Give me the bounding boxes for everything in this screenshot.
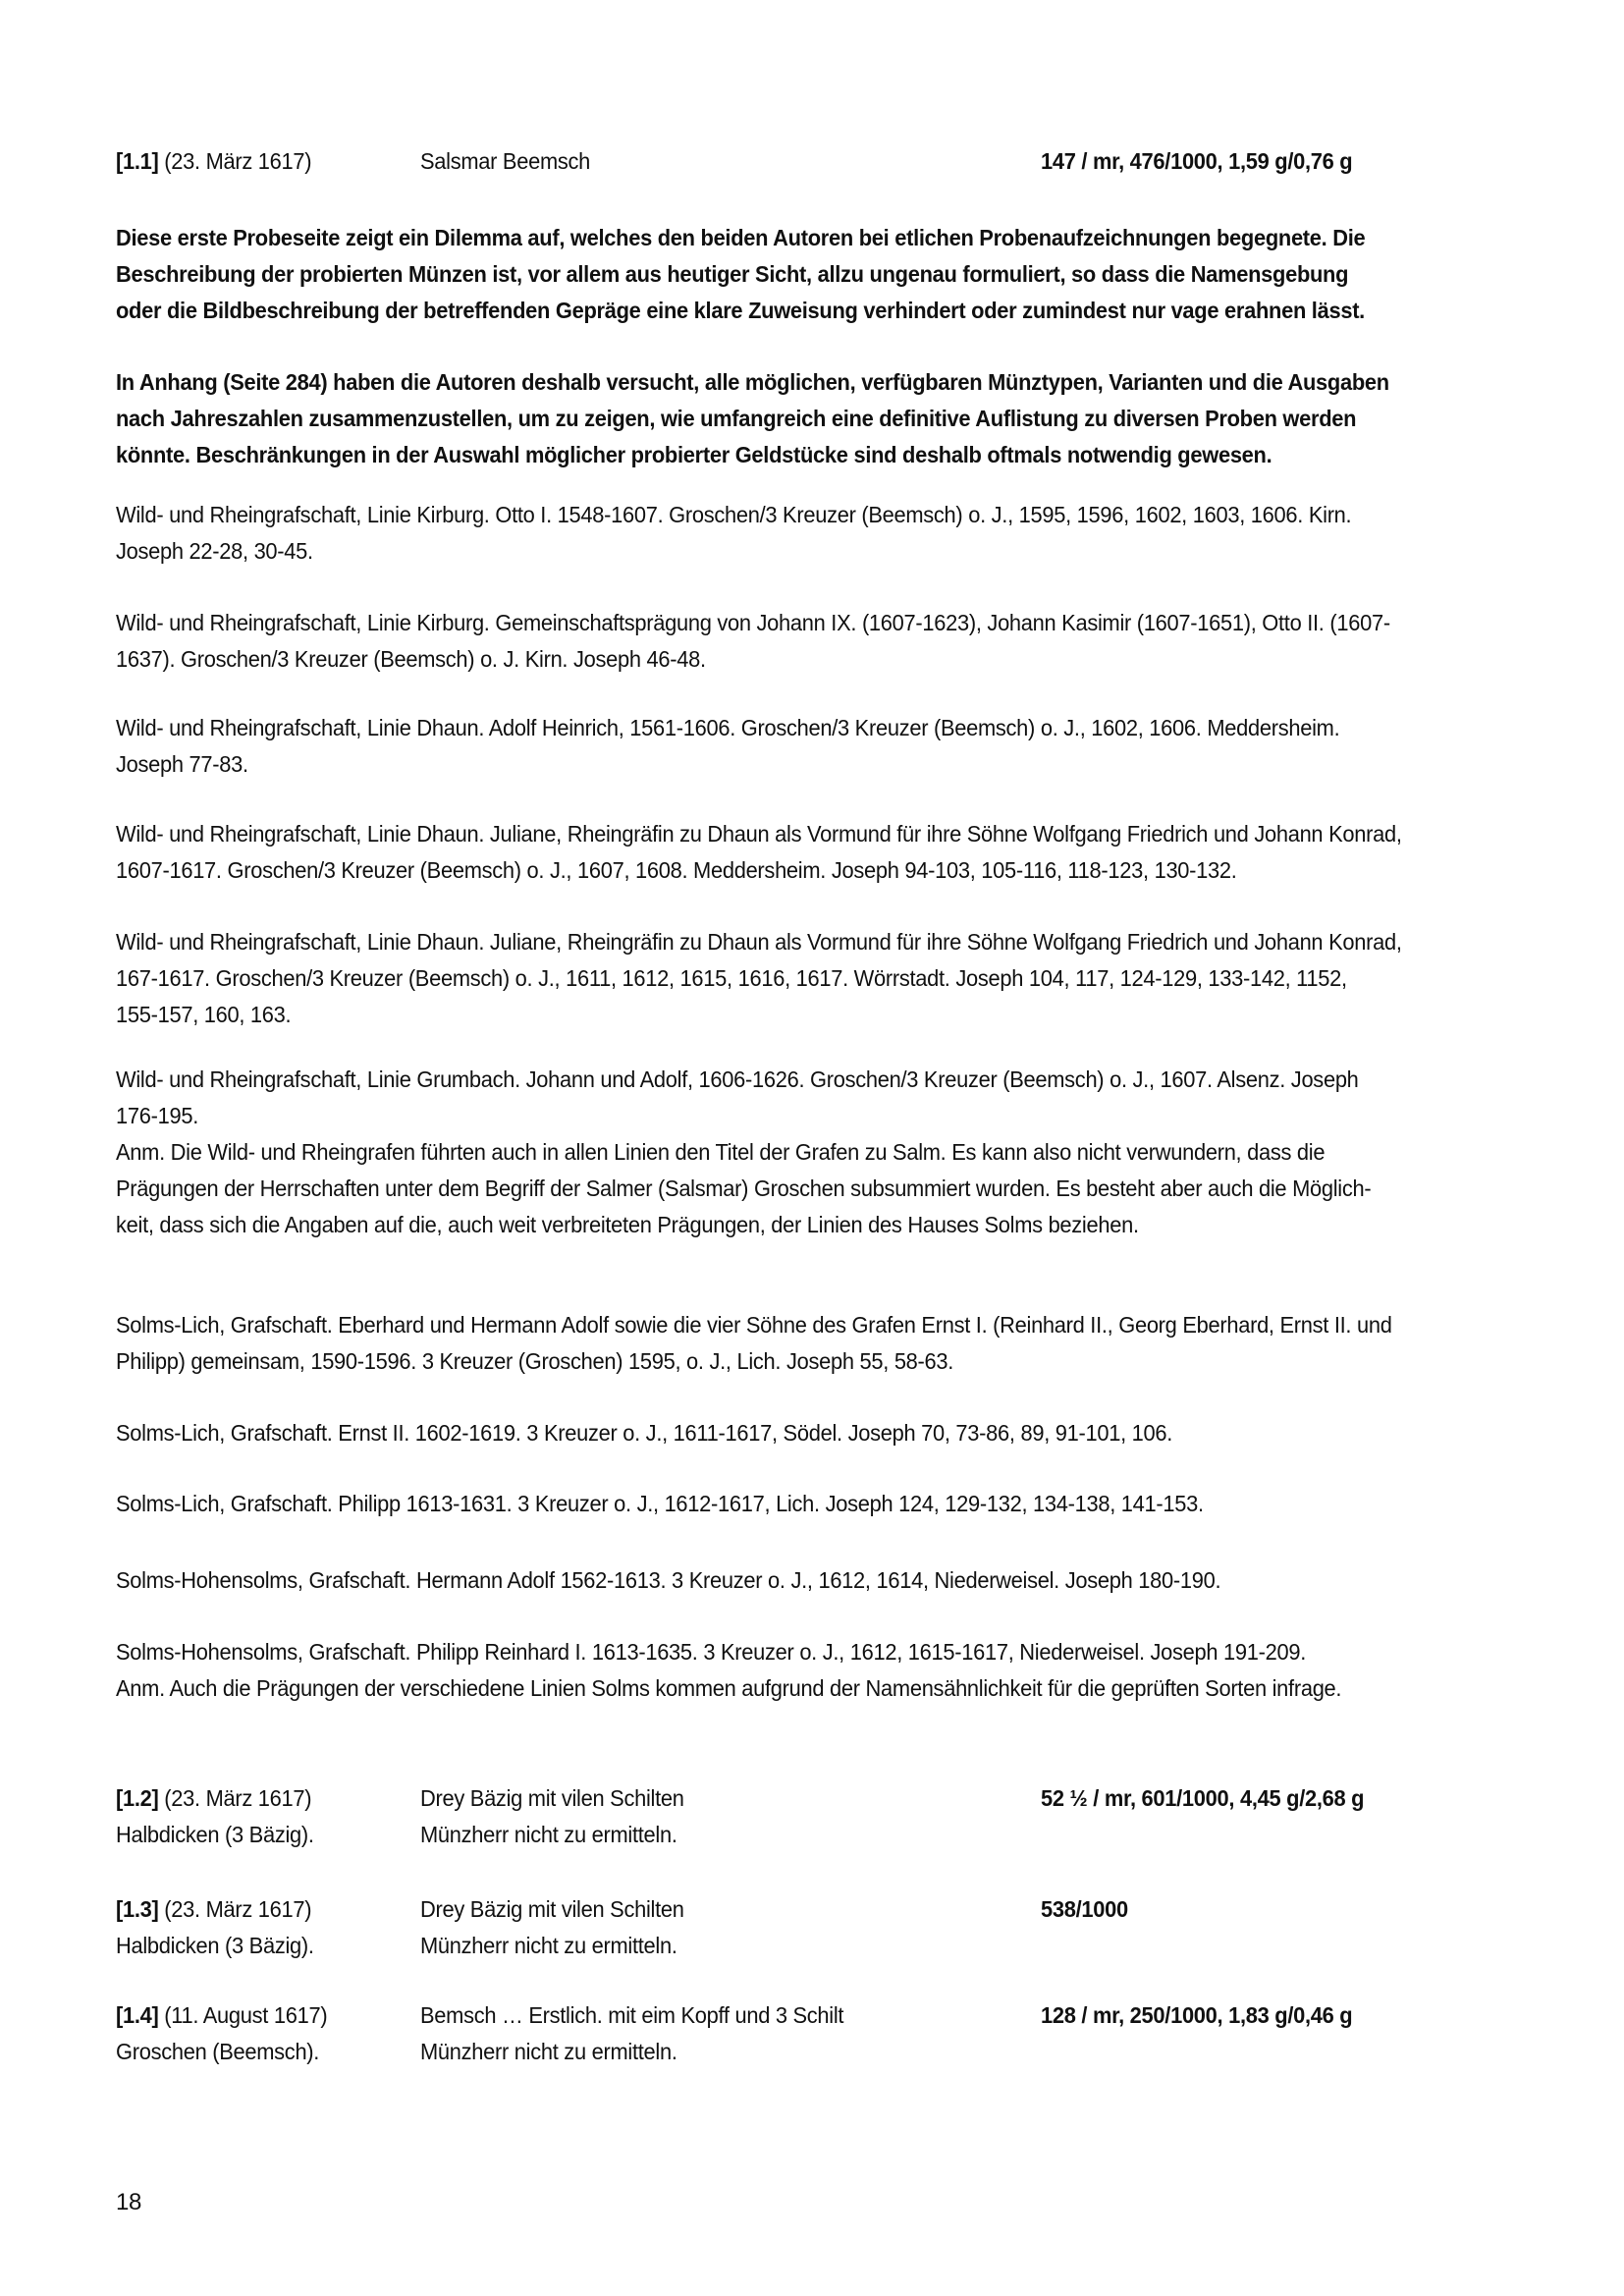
entry-id: [1.3] — [116, 1896, 159, 1922]
text-line: Solms-Lich, Grafschaft. Ernst II. 1602-1619. 3 Kreuzer o. J., 1611-1617, Södel. Joseph 70, 73-86, 89, 91-101, 106. — [116, 1420, 1173, 1446]
entry-id-date — [116, 1780, 324, 1853]
entry-assay-value-line: 52 ½ / mr, 601/1000, 4,45 g/2,68 g — [1041, 1785, 1365, 1811]
entry-assay-value-line: 538/1000 — [1041, 1896, 1128, 1922]
text-line: Wild- und Rheingrafschaft, Linie Dhaun. Adolf Heinrich, 1561-1606. Groschen/3 Kreuzer (Beemsch) o. J., 1602, 1606. Meddersheim. — [116, 715, 1340, 740]
entry-description-line: Münzherr nicht zu ermitteln. — [420, 1822, 677, 1847]
text-line: Beschreibung der probierten Münzen ist, vor allem aus heutiger Sicht, allzu ungenau formuliert, so dass die Namensgebung — [116, 261, 1349, 287]
text-line: keit, dass sich die Angaben auf die, auch weit verbreiteten Prägungen, der Linien des Hauses Solms beziehen. — [116, 1212, 1139, 1237]
entry-id-date — [116, 1891, 324, 1964]
entry-id-date — [116, 143, 322, 180]
text-line: Joseph 77-83. — [116, 751, 248, 777]
text-line: Joseph 22-28, 30-45. — [116, 538, 313, 564]
entry-type-line: Groschen (Beemsch). — [116, 2039, 320, 2064]
entry-description — [420, 1997, 866, 2070]
entry-assay-value-line: 128 / mr, 250/1000, 1,83 g/0,46 g — [1041, 2002, 1353, 2028]
text-line: Wild- und Rheingrafschaft, Linie Dhaun. Juliane, Rheingräfin zu Dhaun als Vormund für ihre Söhne Wolfgang Friedrich und Johann Konrad, — [116, 821, 1402, 847]
listing-paragraph-kirburg-otto — [116, 497, 1417, 570]
listing-paragraph-hohensolms-hermann — [116, 1562, 1279, 1599]
text-line: Anm. Die Wild- und Rheingrafen führten auch in allen Linien den Titel der Grafen zu Salm. Es kann also nicht verwundern, dass die — [116, 1139, 1326, 1165]
listing-paragraph-solms-lich-eberhard — [116, 1307, 1459, 1380]
text-line: Wild- und Rheingrafschaft, Linie Grumbach. Johann und Adolf, 1606-1626. Groschen/3 Kreuzer (Beemsch) o. J., 1607. Alsenz. Joseph — [116, 1066, 1359, 1092]
entry-id: [1.4] — [116, 2002, 159, 2028]
entry-description-line: Drey Bäzig mit vilen Schilten — [420, 1896, 684, 1922]
text-line: 1637). Groschen/3 Kreuzer (Beemsch) o. J. Kirn. Joseph 46-48. — [116, 646, 706, 672]
entry-id: [1.2] — [116, 1785, 159, 1811]
text-line: 155-157, 160, 163. — [116, 1002, 292, 1027]
text-line: Philipp) gemeinsam, 1590-1596. 3 Kreuzer (Groschen) 1595, o. J., Lich. Joseph 55, 58-63. — [116, 1348, 954, 1374]
entry-description-line: Münzherr nicht zu ermitteln. — [420, 2039, 677, 2064]
text-line: In Anhang (Seite 284) haben die Autoren deshalb versucht, alle möglichen, verfügbaren Münztypen, Varianten und die Ausgaben — [116, 369, 1389, 395]
text-line: oder die Bildbeschreibung der betreffenden Gepräge eine klare Zuweisung verhindert oder zumindest nur vage erahnen lässt. — [116, 298, 1365, 323]
entry-id: [1.1] — [116, 148, 159, 174]
entry-description-line: Salsmar Beemsch — [420, 148, 591, 174]
listing-paragraph-solms-lich-philipp — [116, 1486, 1261, 1522]
text-line: 167-1617. Groschen/3 Kreuzer (Beemsch) o. J., 1611, 1612, 1615, 1616, 1617. Wörrstadt. Joseph 104, 117, 124-129, 133-142, 1152, — [116, 965, 1347, 991]
entry-date: (23. März 1617) — [164, 148, 312, 174]
entry-date: (23. März 1617) — [164, 1896, 312, 1922]
entry-date: (23. März 1617) — [164, 1785, 312, 1811]
listing-paragraph-dhaun-juliane-2 — [116, 924, 1470, 1033]
entry-assay-value — [1041, 1891, 1133, 1928]
listing-paragraph-grumbach-with-note — [116, 1062, 1437, 1243]
intro-paragraph-1 — [116, 220, 1431, 329]
text-line: 1607-1617. Groschen/3 Kreuzer (Beemsch) o. J., 1607, 1608. Meddersheim. Joseph 94-103, 105-116, 118-123, 130-132. — [116, 857, 1237, 883]
entry-date: (11. August 1617) — [164, 2002, 328, 2028]
intro-paragraph-2 — [116, 364, 1456, 473]
entry-id-date — [116, 1997, 339, 2070]
entry-assay-value — [1041, 143, 1369, 180]
text-line: Solms-Lich, Grafschaft. Eberhard und Hermann Adolf sowie die vier Söhne des Grafen Ernst I. (Reinhard II., Georg Eberhard, Ernst II. und — [116, 1312, 1392, 1338]
text-line: nach Jahreszahlen zusammenzustellen, um zu zeigen, wie umfangreich eine definitive Auflistung zu diversen Proben werden — [116, 406, 1357, 431]
text-line: Diese erste Probeseite zeigt ein Dilemma auf, welches den beiden Autoren bei etlichen Probenaufzeichnungen begegnete. Die — [116, 225, 1366, 250]
entry-description-line: Münzherr nicht zu ermitteln. — [420, 1933, 677, 1958]
entry-description-line: Bemsch … Erstlich. mit eim Kopff und 3 Schilt — [420, 2002, 844, 2028]
text-line: Prägungen der Herrschaften unter dem Begriff der Salmer (Salsmar) Groschen subsummiert wurden. Es besteht aber auch die Möglich- — [116, 1175, 1372, 1201]
entry-type-line: Halbdicken (3 Bäzig). — [116, 1933, 314, 1958]
text-line: Wild- und Rheingrafschaft, Linie Kirburg. Otto I. 1548-1607. Groschen/3 Kreuzer (Beemsch) o. J., 1595, 1596, 1602, 1603, 1606. Kirn. — [116, 502, 1352, 527]
listing-paragraph-dhaun-adolf — [116, 710, 1404, 783]
entry-assay-value — [1041, 1997, 1369, 2034]
text-line: Solms-Lich, Grafschaft. Philipp 1613-1631. 3 Kreuzer o. J., 1612-1617, Lich. Joseph 124, 129-132, 134-138, 141-153. — [116, 1491, 1204, 1516]
text-line: könnte. Beschränkungen in der Auswahl möglicher probierter Geldstücke sind deshalb oftmals notwendig gewesen. — [116, 442, 1272, 467]
text-line: Wild- und Rheingrafschaft, Linie Dhaun. Juliane, Rheingräfin zu Dhaun als Vormund für ihre Söhne Wolfgang Friedrich und Johann Konrad, — [116, 929, 1402, 955]
entry-description — [420, 1891, 698, 1964]
text-line: 176-195. — [116, 1103, 198, 1128]
entry-description — [420, 143, 599, 180]
entry-description-line: Drey Bäzig mit vilen Schilten — [420, 1785, 684, 1811]
page-number: 18 — [116, 2189, 142, 2215]
listing-paragraph-solms-lich-ernst — [116, 1415, 1228, 1451]
entry-assay-value-line: 147 / mr, 476/1000, 1,59 g/0,76 g — [1041, 148, 1353, 174]
listing-paragraph-dhaun-juliane-1 — [116, 816, 1470, 889]
entry-type-line: Halbdicken (3 Bäzig). — [116, 1822, 314, 1847]
listing-paragraph-hohensolms-philipp-with-note — [116, 1634, 1406, 1707]
text-line: Anm. Auch die Prägungen der verschiedene Linien Solms kommen aufgrund der Namensähnlichkeit für die geprüften Sorten infrage. — [116, 1675, 1342, 1701]
listing-paragraph-kirburg-gemeinschaft — [116, 605, 1457, 678]
text-line: Solms-Hohensolms, Grafschaft. Philipp Reinhard I. 1613-1635. 3 Kreuzer o. J., 1612, 1615-1617, Niederweisel. Joseph 191-209. — [116, 1639, 1307, 1665]
text-line: Solms-Hohensolms, Grafschaft. Hermann Adolf 1562-1613. 3 Kreuzer o. J., 1612, 1614, Niederweisel. Joseph 180-190. — [116, 1567, 1221, 1593]
entry-assay-value — [1041, 1780, 1381, 1817]
text-line: Wild- und Rheingrafschaft, Linie Kirburg. Gemeinschaftsprägung von Johann IX. (1607-1623), Johann Kasimir (1607-1651), Otto II. (1607- — [116, 610, 1390, 635]
entry-description — [420, 1780, 698, 1853]
